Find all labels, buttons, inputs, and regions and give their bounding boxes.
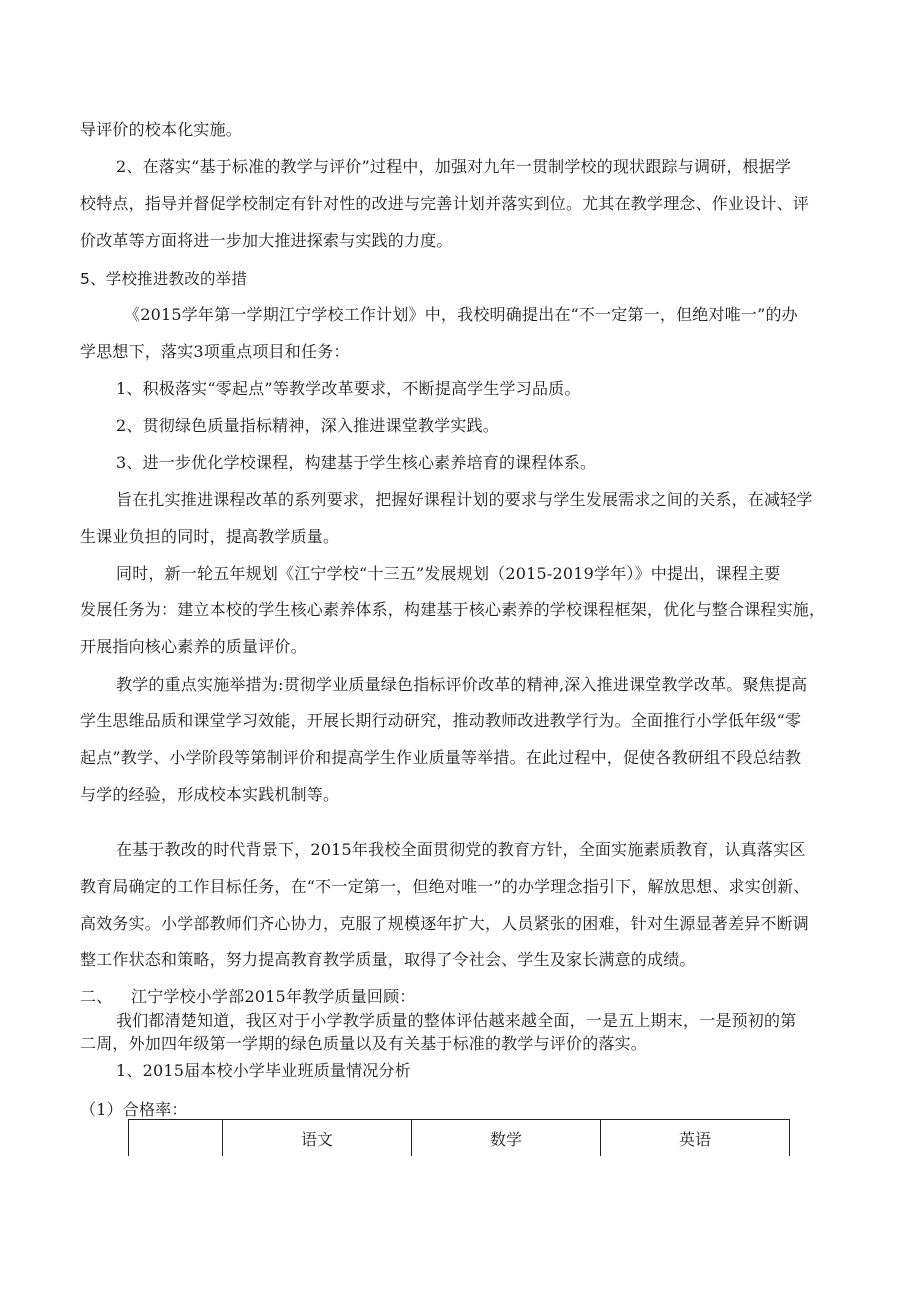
table-header-math: 数学 (412, 1120, 601, 1157)
table-header-empty (129, 1120, 223, 1157)
line-p3-1: 《2015学年第一学期江宁学校工作计划》中，我校明确提出在“不一定第一，但绝对唯一”的办 (124, 305, 798, 324)
line-p8-2: 二周，外加四年级第一学期的绿色质量以及有关基于标准的教学与评价的落实。 (80, 1034, 648, 1053)
line-p6-1: 教学的重点实施举措为:贯彻学业质量绿色指标评价改革的精神,深入推进课堂教学改革。聚焦提高 (116, 675, 808, 694)
table-header-row (129, 1120, 790, 1157)
line-p4-2: 生课业负担的同时，提高教学质量。 (80, 527, 340, 546)
line-p8-1: 我们都清楚知道，我区对于小学教学质量的整体评估越来越全面，一是五上期末，一是预初的第 (116, 1011, 797, 1030)
list-item-3: 3、进一步优化学校课程，构建基于学生核心素养培育的课程体系。 (116, 453, 597, 472)
list-item-1: 1、积极落实“零起点”等教学改革要求，不断提高学生学习品质。 (116, 379, 581, 398)
list-item-2: 2、贯彻绿色质量指标精神，深入推进课堂教学实践。 (116, 416, 499, 435)
subheading-1: 1、2015届本校小学毕业班质量情况分析 (116, 1061, 411, 1080)
heading-5: 5、学校推进教改的举措 (80, 270, 248, 288)
line-p4-1: 旨在扎实推进课程改革的系列要求，把握好课程计划的要求与学生发展需求之间的关系，在减轻学 (116, 490, 813, 509)
line-p7-3: 高效务实。小学部教师们齐心协力，克服了规模逐年扩大，人员紧张的困难，针对生源显著差异不断调 (80, 914, 810, 933)
section-2-title: 江宁学校小学部2015年教学质量回顾： (131, 987, 416, 1006)
line-p2-1: 2、在落实“基于标准的教学与评价”过程中，加强对九年一贯制学校的现状跟踪与调研，根据学 (116, 157, 792, 176)
line-p3-2: 学思想下，落实3项重点项目和任务： (80, 342, 350, 361)
line-p6-3: 起点”教学、小学阶段等第制评价和提高学生作业质量等举措。在此过程中，促使各教研组不段总结教 (80, 748, 802, 767)
subheading-pass-rate: （1）合格率： (80, 1100, 188, 1119)
line-p6-4: 与学的经验，形成校本实践机制等。 (80, 785, 340, 804)
line-p5-2: 发展任务为：建立本校的学生核心素养体系，构建基于核心素养的学校课程框架，优化与整合课程实施， (80, 600, 826, 619)
pass-rate-table (128, 1119, 790, 1156)
table-header-english: 英语 (601, 1120, 790, 1157)
line-p1-1: 导评价的校本化实施。 (80, 120, 243, 139)
line-p7-1: 在基于教改的时代背景下，2015年我校全面贯彻党的教育方针，全面实施素质教育，认真落实区 (116, 840, 806, 859)
line-p2-2: 校特点，指导并督促学校制定有针对性的改进与完善计划并落实到位。尤其在教学理念、作业设计、评 (80, 194, 810, 213)
line-p6-2: 学生思维品质和课堂学习效能，开展长期行动研究，推动教师改进教学行为。全面推行小学低年级“零 (80, 711, 802, 730)
line-p2-3: 价改革等方面将进一步加大推进探索与实践的力度。 (80, 231, 453, 250)
line-p5-3: 开展指向核心素养的质量评价。 (80, 637, 307, 656)
section-2-number: 二、 (80, 987, 113, 1006)
line-p7-4: 整工作状态和策略，努力提高教育教学质量，取得了令社会、学生及家长满意的成绩。 (80, 950, 696, 969)
line-p7-2: 教育局确定的工作目标任务，在“不一定第一，但绝对唯一”的办学理念指引下，解放思想、求实创新、 (80, 877, 810, 896)
table-header-chinese: 语文 (223, 1120, 412, 1157)
line-p5-1: 同时，新一轮五年规划《江宁学校“十三五”发展规划（2015-2019学年）》中提出，课程主要 (116, 564, 781, 583)
